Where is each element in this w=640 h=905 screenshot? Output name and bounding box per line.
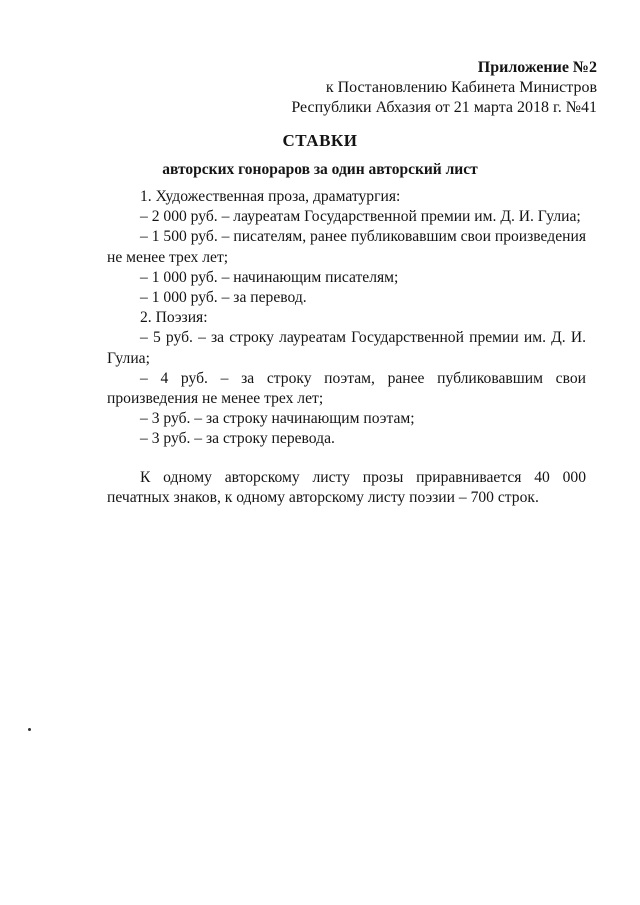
annex-header <box>291 58 597 118</box>
section-1-item-1: – 2 000 руб. – лауреатам Государственной премии им. Д. И. Гулиа; <box>140 208 581 226</box>
section-2-title: 2. Поэзия: <box>140 309 208 327</box>
section-2-item-1: – 5 руб. – за строку лауреатам Государственной премии им. Д. И. Гулиа; <box>107 329 586 367</box>
section-2-item-4: – 3 руб. – за строку перевода. <box>140 430 335 448</box>
section-1-item-2: – 1 500 руб. – писателям, ранее публиковавшим свои произведения не менее трех лет; <box>107 228 586 266</box>
annex-line-2: Республики Абхазия от 21 марта 2018 г. №41 <box>291 99 597 116</box>
section-1-item-3: – 1 000 руб. – начинающим писателям; <box>140 268 399 286</box>
section-1-item-4: – 1 000 руб. – за перевод. <box>140 289 307 307</box>
document-body <box>107 187 586 508</box>
document-subtitle: авторских гонораров за один авторский лист <box>162 161 478 178</box>
section-2-item-2: – 4 руб. – за строку поэтам, ранее публиковавшим свои произведения не менее трех лет; <box>107 369 586 408</box>
section-1-title: 1. Художественная проза, драматургия: <box>140 188 401 205</box>
scan-speck <box>28 728 31 731</box>
section-2-item-3: – 3 руб. – за строку начинающим поэтам; <box>140 410 415 428</box>
conversion-note: К одному авторскому листу прозы приравнивается 40 000 печатных знаков, к одному авторскому листу поэзии – 700 строк. <box>107 468 586 506</box>
annex-title: Приложение №2 <box>477 59 597 76</box>
document-title: СТАВКИ <box>282 131 358 150</box>
annex-line-1: к Постановлению Кабинета Министров <box>325 79 597 96</box>
